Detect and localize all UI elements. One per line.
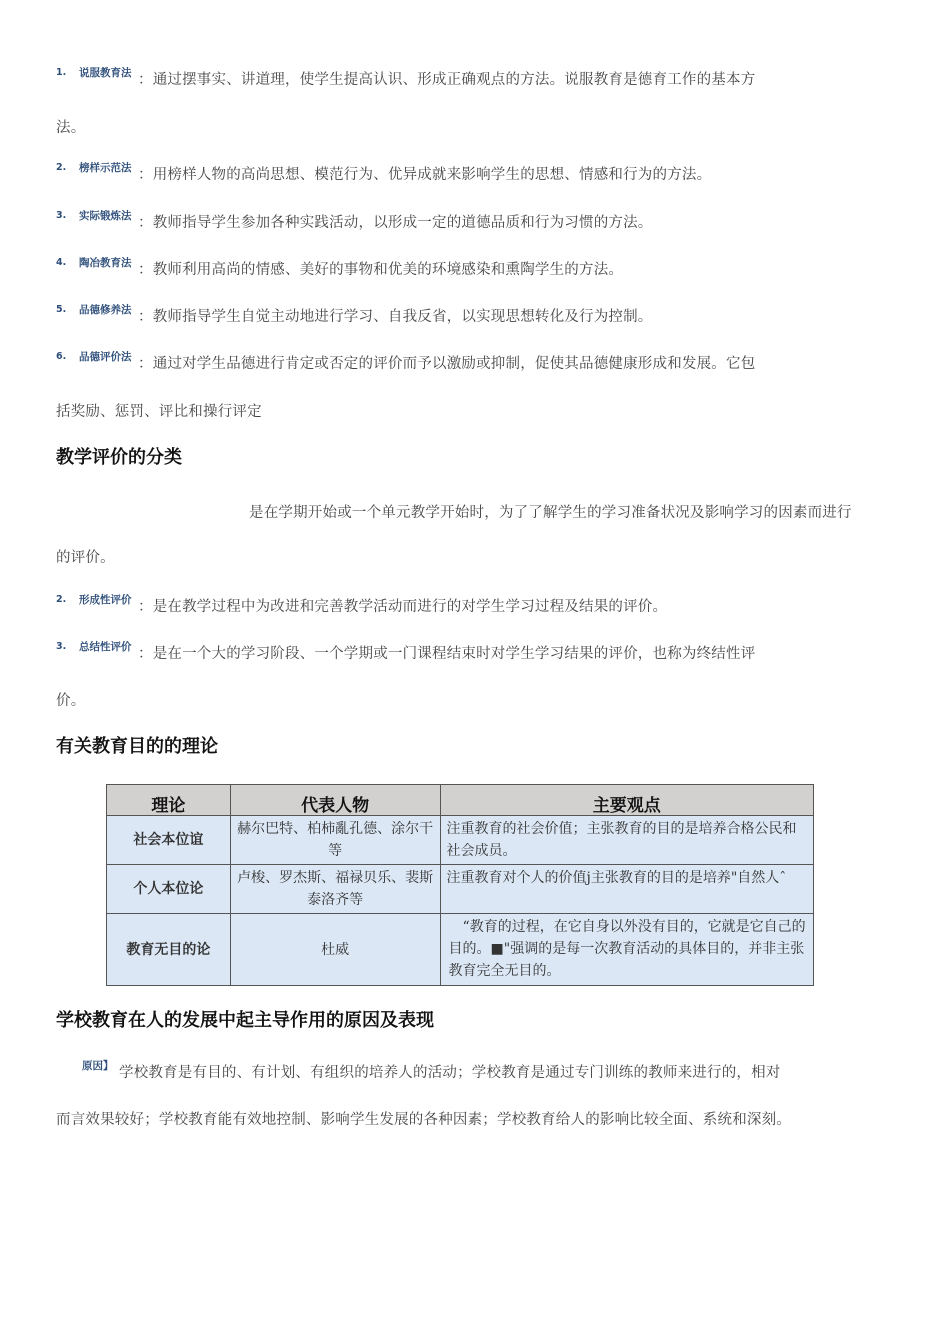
item-label: 陶冶教育法 xyxy=(79,257,132,269)
table-header-row xyxy=(107,785,814,816)
section-heading-school: 学校教育在人的发展中起主导作用的原因及表现 xyxy=(56,1010,434,1031)
item-text: ：教师指导学生参加各种实践活动，以形成一定的道德品质和行为习惯的方法。 xyxy=(138,215,653,231)
item-number: 5. xyxy=(56,304,67,315)
item-label: 品德评价法 xyxy=(79,351,132,363)
item-number: 3. xyxy=(56,210,67,221)
people-cell: 杜威 xyxy=(230,914,440,986)
item-label: 总结性评价 xyxy=(79,641,132,653)
item-label: 榜样示范法 xyxy=(79,162,132,174)
view-cell: “教育的过程，在它自身以外没有目的，它就是它自己的目的。■"强调的是每一次教育活动的具体目的，并非主张教育完全无目的。 xyxy=(440,914,813,986)
item-text: 的评价。 xyxy=(56,550,115,566)
people-cell: 卢梭、罗杰斯、福禄贝乐、裴斯泰洛齐等 xyxy=(230,865,440,914)
theory-cell: 教育无目的论 xyxy=(107,914,231,986)
item-text: ：用榜样人物的高尚思想、模范行为、优异成就来影响学生的思想、情感和行为的方法。 xyxy=(138,167,712,183)
item-label: 实际锻炼法 xyxy=(79,210,132,222)
theory-table xyxy=(106,784,814,986)
view-cell: 注重教育的社会价值；主张教育的目的是培养合格公民和社会成员。 xyxy=(440,816,813,865)
item-text: 价。 xyxy=(56,693,86,709)
paragraph-text: 而言效果较好；学校教育能有效地控制、影响学生发展的各种因素；学校教育给人的影响比较全面、系统和深刻。 xyxy=(56,1112,791,1128)
item-label: 说服教育法 xyxy=(79,67,132,79)
section-heading-theory: 有关教育目的的理论 xyxy=(56,736,218,757)
section-heading-evaluation: 教学评价的分类 xyxy=(56,447,182,468)
item-text: ：教师指导学生自觉主动地进行学习、自我反省，以实现思想转化及行为控制。 xyxy=(138,309,653,325)
item-label: 形成性评价 xyxy=(79,594,132,606)
item-text: ：是在教学过程中为改进和完善教学活动而进行的对学生学习过程及结果的评价。 xyxy=(138,599,668,615)
paragraph-text: 学校教育是有目的、有计划、有组织的培养人的活动；学校教育是通过专门训练的教师来进行的，相对 xyxy=(119,1065,781,1081)
item-number: 2. xyxy=(56,594,67,605)
item-text: ：通过摆事实、讲道理，使学生提高认识、形成正确观点的方法。说服教育是德育工作的基本方 xyxy=(138,72,756,88)
column-header: 理论 xyxy=(107,785,231,816)
paragraph-label: 原因】 xyxy=(82,1060,114,1072)
column-header: 代表人物 xyxy=(230,785,440,816)
item-number: 3. xyxy=(56,641,67,652)
item-text: 是在学期开始或一个单元教学开始时，为了了解学生的学习准备状况及影响学习的因素而进行 xyxy=(249,505,852,521)
item-label: 品德修养法 xyxy=(79,304,132,316)
table-row xyxy=(107,816,814,865)
item-number: 2. xyxy=(56,162,67,173)
item-text: 括奖励、惩罚、评比和操行评定 xyxy=(56,404,262,420)
table-row xyxy=(107,865,814,914)
theory-cell: 个人本位论 xyxy=(107,865,231,914)
item-text: ：教师利用高尚的情感、美好的事物和优美的环境感染和熏陶学生的方法。 xyxy=(138,262,624,278)
theory-cell: 社会本位谊 xyxy=(107,816,231,865)
item-text: 法。 xyxy=(56,120,86,136)
item-number: 6. xyxy=(56,351,67,362)
table-row xyxy=(107,914,814,986)
item-number: 4. xyxy=(56,257,67,268)
item-number: 1. xyxy=(56,67,67,78)
view-cell: 注重教育对个人的价值j主张教育的目的是培养"自然人ˆ xyxy=(440,865,813,914)
people-cell: 赫尔巴特、柏柿亂孔德、涂尔干等 xyxy=(230,816,440,865)
item-text: ：是在一个大的学习阶段、一个学期或一门课程结束时对学生学习结果的评价，也称为终结性评 xyxy=(138,646,756,662)
item-text: ：通过对学生品德进行肯定或否定的评价而予以激励或抑制，促使其品德健康形成和发展。它包 xyxy=(138,356,756,372)
column-header: 主要观点 xyxy=(440,785,813,816)
